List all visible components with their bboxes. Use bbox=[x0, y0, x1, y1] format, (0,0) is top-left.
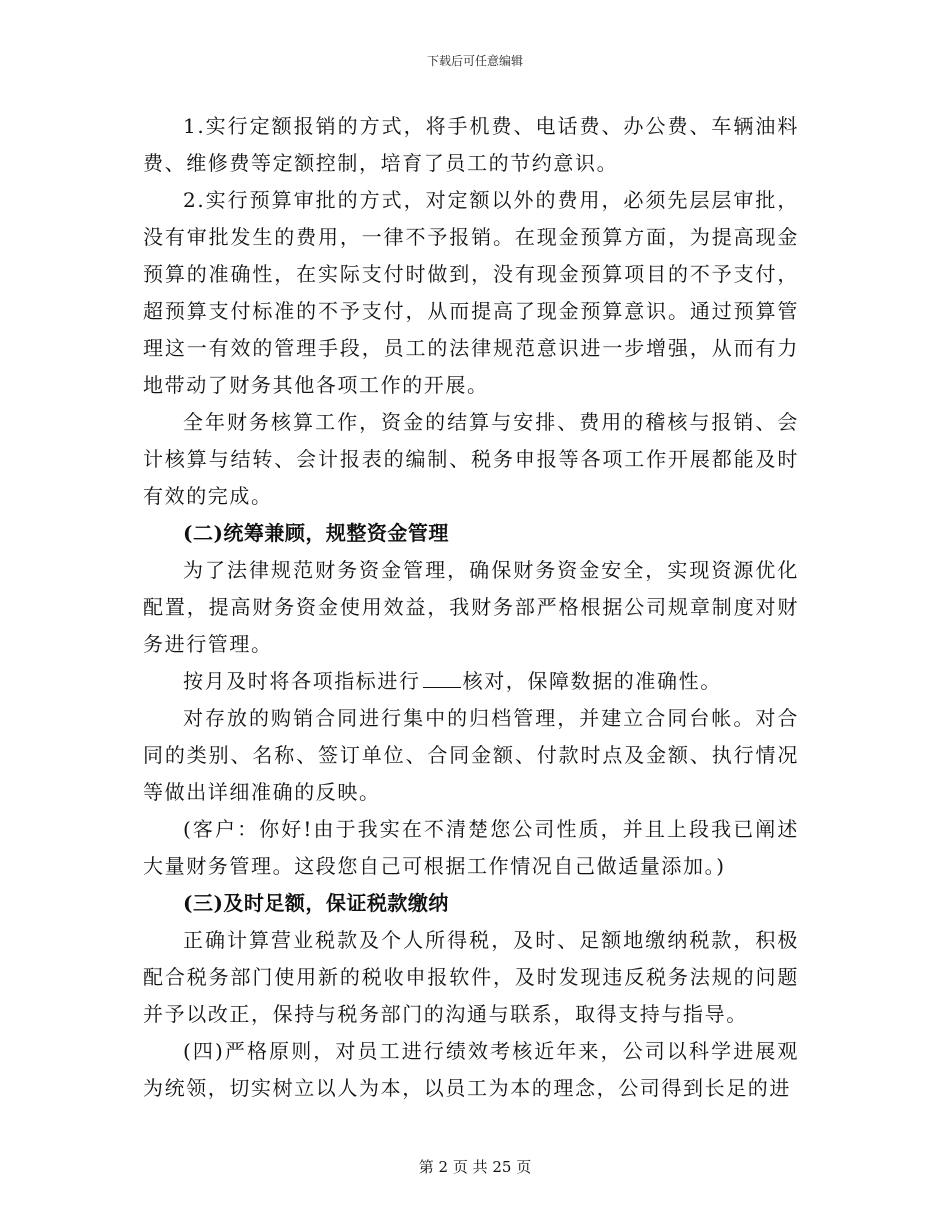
paragraph-tax-calculation: 正确计算营业税款及个人所得税，及时、足额地缴纳税款，积极配合税务部门使用新的税收申报软件，及时发现违反税务法规的问题并予以改正，保持与税务部门的沟通与联系，取得支持与指导。 bbox=[143, 928, 799, 1026]
paragraph-contract-archive: 对存放的购销合同进行集中的归档管理，并建立合同台帐。对合同的类别、名称、签订单位、合同金额、付款时点及金额、执行情况等做出详细准确的反映。 bbox=[143, 706, 799, 804]
paragraph-client-note: (客户：你好!由于我实在不清楚您公司性质，并且上段我已阐述大量财务管理。这段您自己可根据工作情况自己做适量添加。) bbox=[143, 817, 799, 878]
paragraph-performance-review: (四)严格原则，对员工进行绩效考核近年来，公司以科学进展观为统领，切实树立以人为本，以员工为本的理念，公司得到长足的进 bbox=[143, 1039, 799, 1100]
paragraph-quota-reimbursement: 1.实行定额报销的方式，将手机费、电话费、办公费、车辆油料费、维修费等定额控制，培育了员工的节约意识。 bbox=[143, 114, 799, 175]
paragraph-monthly-check bbox=[143, 663, 799, 700]
fill-in-blank bbox=[423, 671, 461, 688]
page-header: 下载后可任意编辑 bbox=[426, 54, 523, 68]
paragraph-budget-approval: 2.实行预算审批的方式，对定额以外的费用，必须先层层审批，没有审批发生的费用，一律不予报销。在现金预算方面，为提高现金预算的准确性，在实际支付时做到，没有现金预算项目的不予支付，超预算支付标准的不予支付，从而提高了现金预算意识。通过预算管理这一有效的管理手段，员工的法律规范意识进一步增强，从而有力地带动了财务其他各项工作的开展。 bbox=[143, 188, 799, 397]
monthly-check-text-before: 按月及时将各项指标进行 bbox=[183, 669, 421, 693]
section-heading-fund-management: (二)统筹兼顾，规整资金管理 bbox=[183, 521, 449, 545]
paragraph-fund-regulation: 为了法律规范财务资金管理，确保财务资金安全，实现资源优化配置，提高财务资金使用效益，我财务部严格根据公司规章制度对财务进行管理。 bbox=[143, 558, 799, 656]
document-body bbox=[143, 108, 799, 1107]
section-heading-tax-payment: (三)及时足额，保证税款缴纳 bbox=[183, 891, 449, 915]
monthly-check-text-after: 核对，保障数据的准确性。 bbox=[462, 669, 722, 693]
page-footer: 第 2 页 共 25 页 bbox=[418, 1158, 532, 1176]
paragraph-annual-accounting: 全年财务核算工作，资金的结算与安排、费用的稽核与报销、会计核算与结转、会计报表的编制、税务申报等各项工作开展都能及时有效的完成。 bbox=[143, 410, 799, 508]
